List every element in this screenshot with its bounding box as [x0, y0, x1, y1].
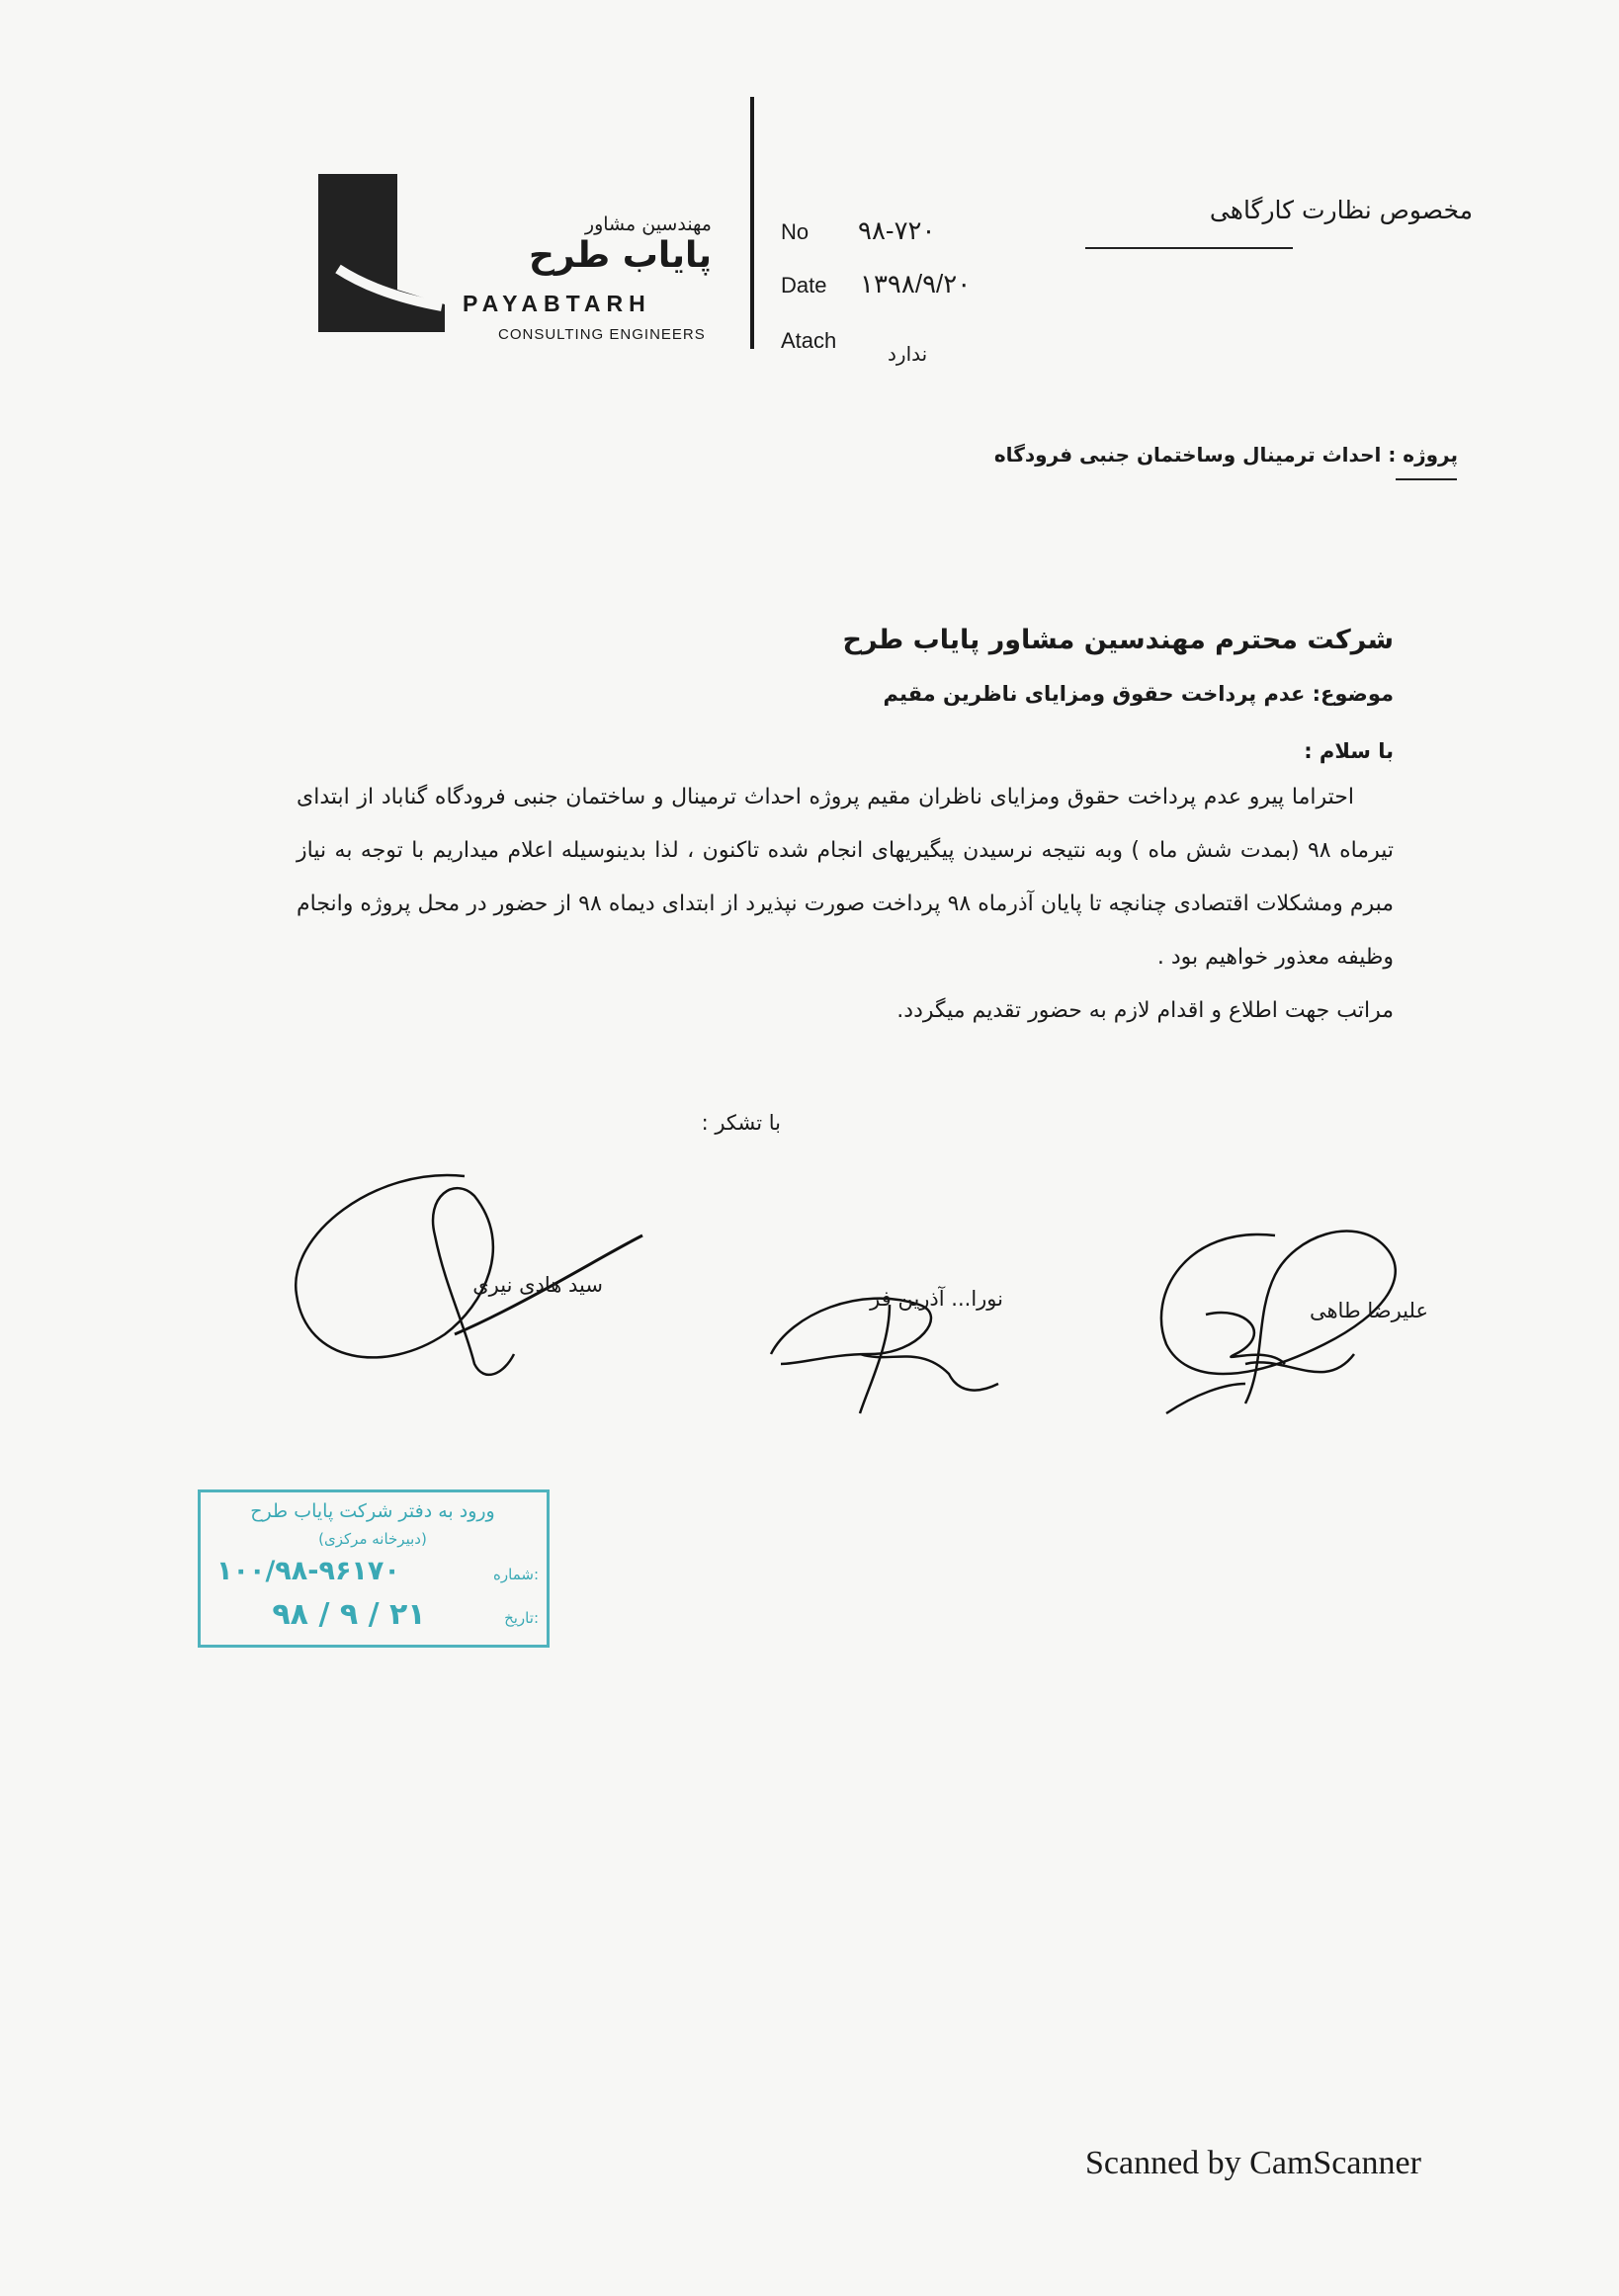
company-name-fa: پایاب طرح [528, 235, 712, 276]
stamp-date-label: تاریخ: [504, 1609, 539, 1627]
special-label-underline [1085, 247, 1293, 249]
date-value: ۱۳۹۸/۹/۲۰ [860, 269, 972, 298]
signature-2-name: نورا... آذرین فر [870, 1287, 1003, 1311]
recipient: شرکت محترم مهندسین مشاور پایاب طرح [842, 625, 1394, 655]
signature-3 [277, 1156, 672, 1384]
signature-3-scribble [277, 1156, 672, 1384]
date-label: Date [781, 273, 827, 298]
closing: با تشکر : [701, 1111, 781, 1135]
signature-1 [1127, 1196, 1463, 1443]
letter-body [297, 771, 1394, 1038]
number-label: No [781, 219, 810, 244]
stamp-subtitle: (دبیرخانه مرکزی) [318, 1530, 427, 1548]
signature-3-name: سید هادی نیری [472, 1273, 603, 1297]
receipt-stamp [198, 1489, 550, 1648]
body-paragraph: مراتب جهت اطلاع و اقدام لازم به حضور تقدیم میگردد. [896, 998, 1394, 1023]
scanner-watermark: Scanned by CamScanner [1085, 2145, 1421, 2181]
greeting: با سلام : [1304, 739, 1394, 763]
header-divider [750, 97, 754, 349]
company-tagline-en: CONSULTING ENGINEERS [498, 326, 706, 343]
signature-2-scribble [751, 1226, 1028, 1423]
project-underline [1396, 478, 1457, 480]
stamp-number-label: شماره: [493, 1566, 539, 1583]
company-subtitle: مهندسین مشاور [584, 213, 712, 235]
signature-2 [751, 1226, 1028, 1423]
company-logo [318, 174, 397, 332]
stamp-date-value: ۹۸ / ۹ / ۲۱ [272, 1597, 426, 1632]
body-paragraph: احتراما پیرو عدم پرداخت حقوق ومزایای ناظران مقیم پروژه احداث ترمینال و ساختمان جنبی فرودگاه گناباد از ابتدای تیرماه ۹۸ (بمدت شش ماه ) وبه نتیجه نرسیدن پیگیریهای انجام شده تاکنون ، لذا بدینوسیله اعلام میداریم با توجه به نیاز مبرم ومشکلات اقتصادی چنانچه تا پایان آذرماه ۹۸ پرداخت صورت نپذیرد از ابتدای دیماه ۹۸ از حضور در محل پروژه وانجام وظیفه معذور خواهیم بود . [297, 785, 1395, 970]
number-value: ۹۸-۷۲۰ [858, 215, 936, 245]
stamp-title: ورود به دفتر شرکت پایاب طرح [250, 1500, 495, 1522]
stamp-number-value: ۱۰۰/۹۸-۹۶۱۷۰ [216, 1556, 400, 1586]
company-name-en: PAYABTARH [463, 291, 651, 316]
special-supervision-label: مخصوص نظارت کارگاهی [1209, 196, 1473, 224]
attach-value: ندارد [888, 342, 928, 366]
signature-1-name: علیرضا طاهی [1309, 1299, 1428, 1322]
attach-label: Atach [781, 328, 837, 353]
project-line: پروژه : احداث ترمینال وساختمان جنبی فرودگاه [993, 443, 1458, 467]
subject: موضوع: عدم پرداخت حقوق ومزایای ناظرین مقیم [883, 682, 1394, 706]
